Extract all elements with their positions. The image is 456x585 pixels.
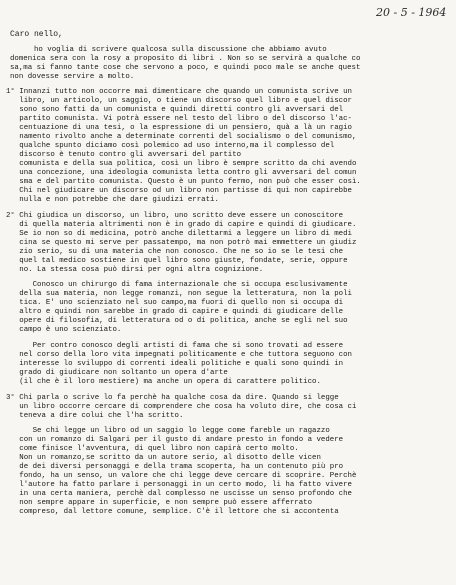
body-line: fondo, ha un senso, un valore che chi legge deve cercare di scoprire. Perchè: [6, 472, 357, 480]
body-line: grado di giudicare non soltanto un opera d'arte: [6, 369, 228, 377]
body-line: altro e quindi non sarebbe in grado di capire e quindi di giudicare delle: [6, 308, 344, 316]
body-line: della sua materia, non legge romanzi, non segue la letteratura, non la poli: [6, 290, 352, 298]
body-line: Per contro conosco degli artisti di fama che si sono trovati ad essere: [6, 342, 344, 350]
body-line: in una certa maniera, perchè dal complesso ne uscisse un senso profondo che: [6, 490, 352, 498]
body-line: sma e del partito comunista. Questo è un punto fermo, non può che esser così.: [6, 178, 361, 186]
body-line: de dei diversi personaggi e della trama scoperta, ha un contenuto più pro: [6, 463, 344, 471]
body-line: tica. E' uno scienziato nel suo campo,ma fuori di quello non si occupa di: [6, 299, 344, 307]
body-line: Conosco un chirurgo di fama internazionale che si occupa esclusivamente: [6, 281, 348, 289]
body-line: di quella materia altrimenti non è in grado di capire e quindi di giudicare.: [6, 221, 357, 229]
body-line: teneva a dire colui che l'ha scritto.: [6, 412, 184, 420]
body-line: sono sono fatti da un comunista e quindi diretti contro gli avversari del: [6, 106, 344, 114]
body-line: zio serio, su di una materia che non conosco. Che ne so io se le tesi che: [6, 248, 344, 256]
body-line: come finisce l'avventura, di quel libro non capirà certo molto.: [6, 445, 299, 453]
body-line: ho voglia di scrivere qualcosa sulla discussione che abbiamo avuto: [34, 46, 327, 54]
handwritten-date: 20 - 5 - 1964: [376, 6, 447, 19]
body-line: una concezione, una ideologia comunista letta contro gli avversari del comun: [6, 169, 357, 177]
body-line: domenica sera con la rosy a proposito di libri . Non so se servirà a qualche co: [10, 55, 361, 63]
body-line: namento rivolto anche a determinate correnti del socialismo o del comunismo,: [6, 133, 357, 141]
body-line: 1° Innanzi tutto non occorre mai dimenticare che quando un comunista scrive un: [6, 88, 352, 96]
body-line: quel tal medico sostiene in quel libro sono giuste, fondate, serie, oppure: [6, 257, 348, 265]
body-line: nel corso della loro vita impegnati politicamente e che tuttora seguono con: [6, 351, 352, 359]
body-line: sa,ma si fanno tante cose che servono a poco, e quindi poco male se anche quest: [10, 64, 361, 72]
body-line: partito comunista. Vi potrà essere nel testo del libro o del discorso l'ac-: [6, 115, 352, 123]
body-line: Se io non so di medicina, potrò anche dilettarmi a leggere un libro di medi: [6, 230, 352, 238]
body-line: con un romanzo di Salgari per il gusto di andare presto in fondo a vedere: [6, 436, 344, 444]
body-line: campo è uno scienziato.: [6, 326, 122, 334]
body-line: (il che è il loro mestiere) ma anche un opera di carattere politico.: [6, 378, 321, 386]
body-line: libro, un articolo, un saggio, o tiene un discorso quel libro e quel discor: [6, 97, 352, 105]
body-line: 3° Chi parla o scrive lo fa perchè ha qualche cosa da dire. Quando si legge: [6, 394, 339, 402]
body-line: qualche spunto diciamo così polemico ad uso interno,ma il complesso del: [6, 142, 335, 150]
body-line: no. La stessa cosa può dirsi per ogni altra cognizione.: [6, 266, 264, 274]
body-line: Non un romanzo,se scritto da un autore serio, al disotto delle vicen: [6, 454, 321, 462]
body-line: 2° Chi giudica un discorso, un libro, uno scritto deve essere un conoscitore: [6, 212, 344, 220]
body-line: interesse lo sviluppo di correnti ideali politiche e quali sono quindi in: [6, 360, 344, 368]
body-line: opere di filosofia, di letteratura od o di politica, anche se egli nel suo: [6, 317, 348, 325]
body-line: l'autore ha fatto parlare i personaggi in un certo modo, li ha fatto vivere: [6, 481, 352, 489]
letter-greeting: Caro nello,: [10, 30, 63, 39]
body-line: cina se questo mi serve per passatempo, ma non potrò mai emmettere un giudiz: [6, 239, 357, 247]
body-line: comunista e della sua politica, così un libro è sempre scritto da chi avendo: [6, 160, 357, 168]
body-line: Chi nel giudicare un discorso od un libro non partisse di qui non capirebbe: [6, 187, 352, 195]
body-line: un libro occorre cercare di comprendere che cosa ha voluto dire, che cosa ci: [6, 403, 357, 411]
body-line: discorso è tenuto contro gli avversari del partito: [6, 151, 242, 159]
body-line: non sempre appare in superficie, e non sempre può essere afferrato: [6, 499, 313, 507]
body-line: compreso, dal lettore comune, semplice. C'è il lettore che si accontenta: [6, 508, 339, 516]
body-line: centuazione di una tesi, o la espressione di un pensiero, quà a là un ragio: [6, 124, 352, 132]
body-line: Se chi legge un libro od un saggio lo legge come fareble un ragazzo: [6, 427, 330, 435]
body-line: nulla e non potrebbe che dare giudizi errati.: [6, 196, 219, 204]
body-line: non dovesse servire a molto.: [10, 73, 135, 81]
